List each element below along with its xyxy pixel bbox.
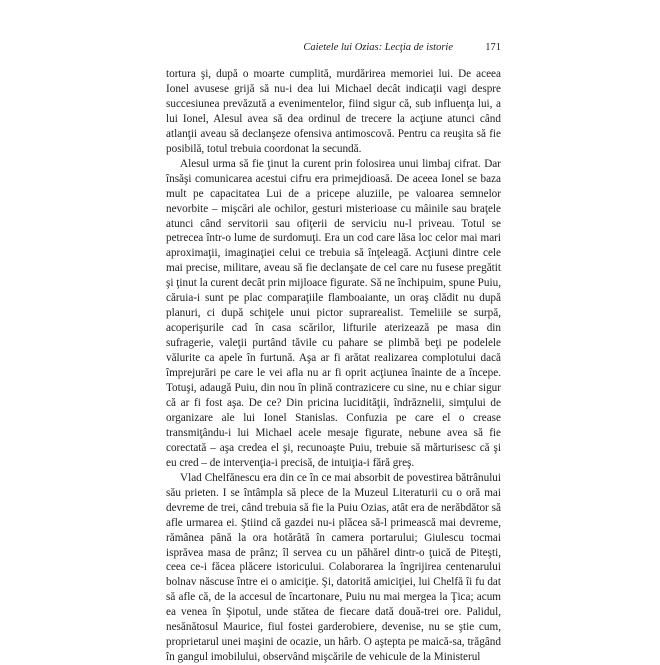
paragraph: tortura şi, după o moarte cumplită, murdărirea memoriei lui. De aceea Ionel avusese grijă să nu-i dea lui Michael decât indicaţii vagi despre succesiunea prevăzută a evenimentelor, fiind sigur că, sub influenţa lui, a lui Ionel, Alesul avea să dea ordinul de trecere la acţiune atunci când atlanţii aveau să declanşeze ofensiva antimoscovă. Pentru ca reuşita să fie posibilă, totul trebuia coordonat la secundă.	[166, 68, 501, 155]
paragraph: Vlad Chelfănescu era din ce în ce mai absorbit de povestirea bătrânului său prieten. I se întâmpla să plece de la Muzeul Literaturii cu o oră mai devreme de trei, când trebuia să fie la Puiu Ozias, atât era de nerăbdător să afle urmarea ei. Ştiind că gazdei nu-i plăcea să-l primească mai devreme, rămânea până la ora hotărâtă în camera portarului; Giulescu tocmai isprăvea masa de prânz; îl servea cu un păhărel dintr-o ţuică de Piteşti, ceea ce-i făcea plăcere istoricului. Colaborarea la îngrijirea centenarului bolnav născuse între ei o amiciţie. Şi, datorită amiciţiei, lui Chelfă îi fu dat să afle că, de la accesul de încartonare, Puiu nu mai mergea la Ţica; acum ea venea în Şipotul, unde stătea de fiecare dată două-trei ore. Palidul, nesănătosul Maurice, fiul fostei garderobiere, devenise, nu se ştie cum, proprietarul unei maşini de ocazie, un hârb. O aştepta pe maică-sa, trăgând în gangul imobilului, observând mişcările de vehicule de la Ministerul	[166, 471, 501, 664]
body-text	[166, 67, 501, 665]
running-title: Caietele lui Ozias: Lecţia de istorie	[303, 42, 453, 53]
paragraph: Alesul urma să fie ţinut la curent prin folosirea unui limbaj cifrat. Dar însăşi comunicarea acestui cifru era primejdioasă. De aceea Ionel se baza mult pe capacitatea Lui de a pricepe aluziile, pe valoarea semnelor nevorbite – mişcări ale ochilor, gesturi misterioase cu mâinile sau braţele atunci când servitorii sau ofiţerii de serviciu nu-l priveau. Totul se petrecea într-o lume de surdomuţi. Era un cod care lăsa loc celor mai mari aproximaţii, imaginaţiei celui ce trebuia să înţeleagă. Acţiuni dintre cele mai precise, militare, aveau să fie declanşate de cel care nu fusese pregătit şi ţinut la curent decât prin mijloace figurate. Să ne închipuim, spune Puiu, căruia-i sunt pe plac comparaţiile flamboaiante, un oraş clădit nu după planuri, ci după schiţele unui pictor suprarealist. Temeliile se surpă, acoperişurile cad în casa scărilor, lifturile aterizează pe masa din sufragerie, valeţii purtând tăvile cu pahare se plimbă beţi pe podelele vălurite ca apele în furtună. Aşa ar fi arătat realizarea complotului dacă împrejurări pe care le vei afla nu ar fi oprit acţiunea înainte de a începe. Totuşi, adaugă Puiu, din nou în plină contrazicere cu sine, nu e chiar sigur că ar fi fost aşa. De ce? Din pricina lucidităţii, îndrăznelii, simţului de organizare ale lui Ionel Stanislas. Confuzia pe care el o crease transmiţându-i lui Michael acele mesaje figurate, nebune avea să fie corectată – aşa credea el şi, recunoaşte Puiu, trebuie să mărturisesc că şi eu cred – de intervenţia-i precisă, de intuiţia-i fără greş.	[166, 157, 501, 469]
running-header	[166, 40, 501, 56]
page-number: 171	[485, 42, 501, 53]
